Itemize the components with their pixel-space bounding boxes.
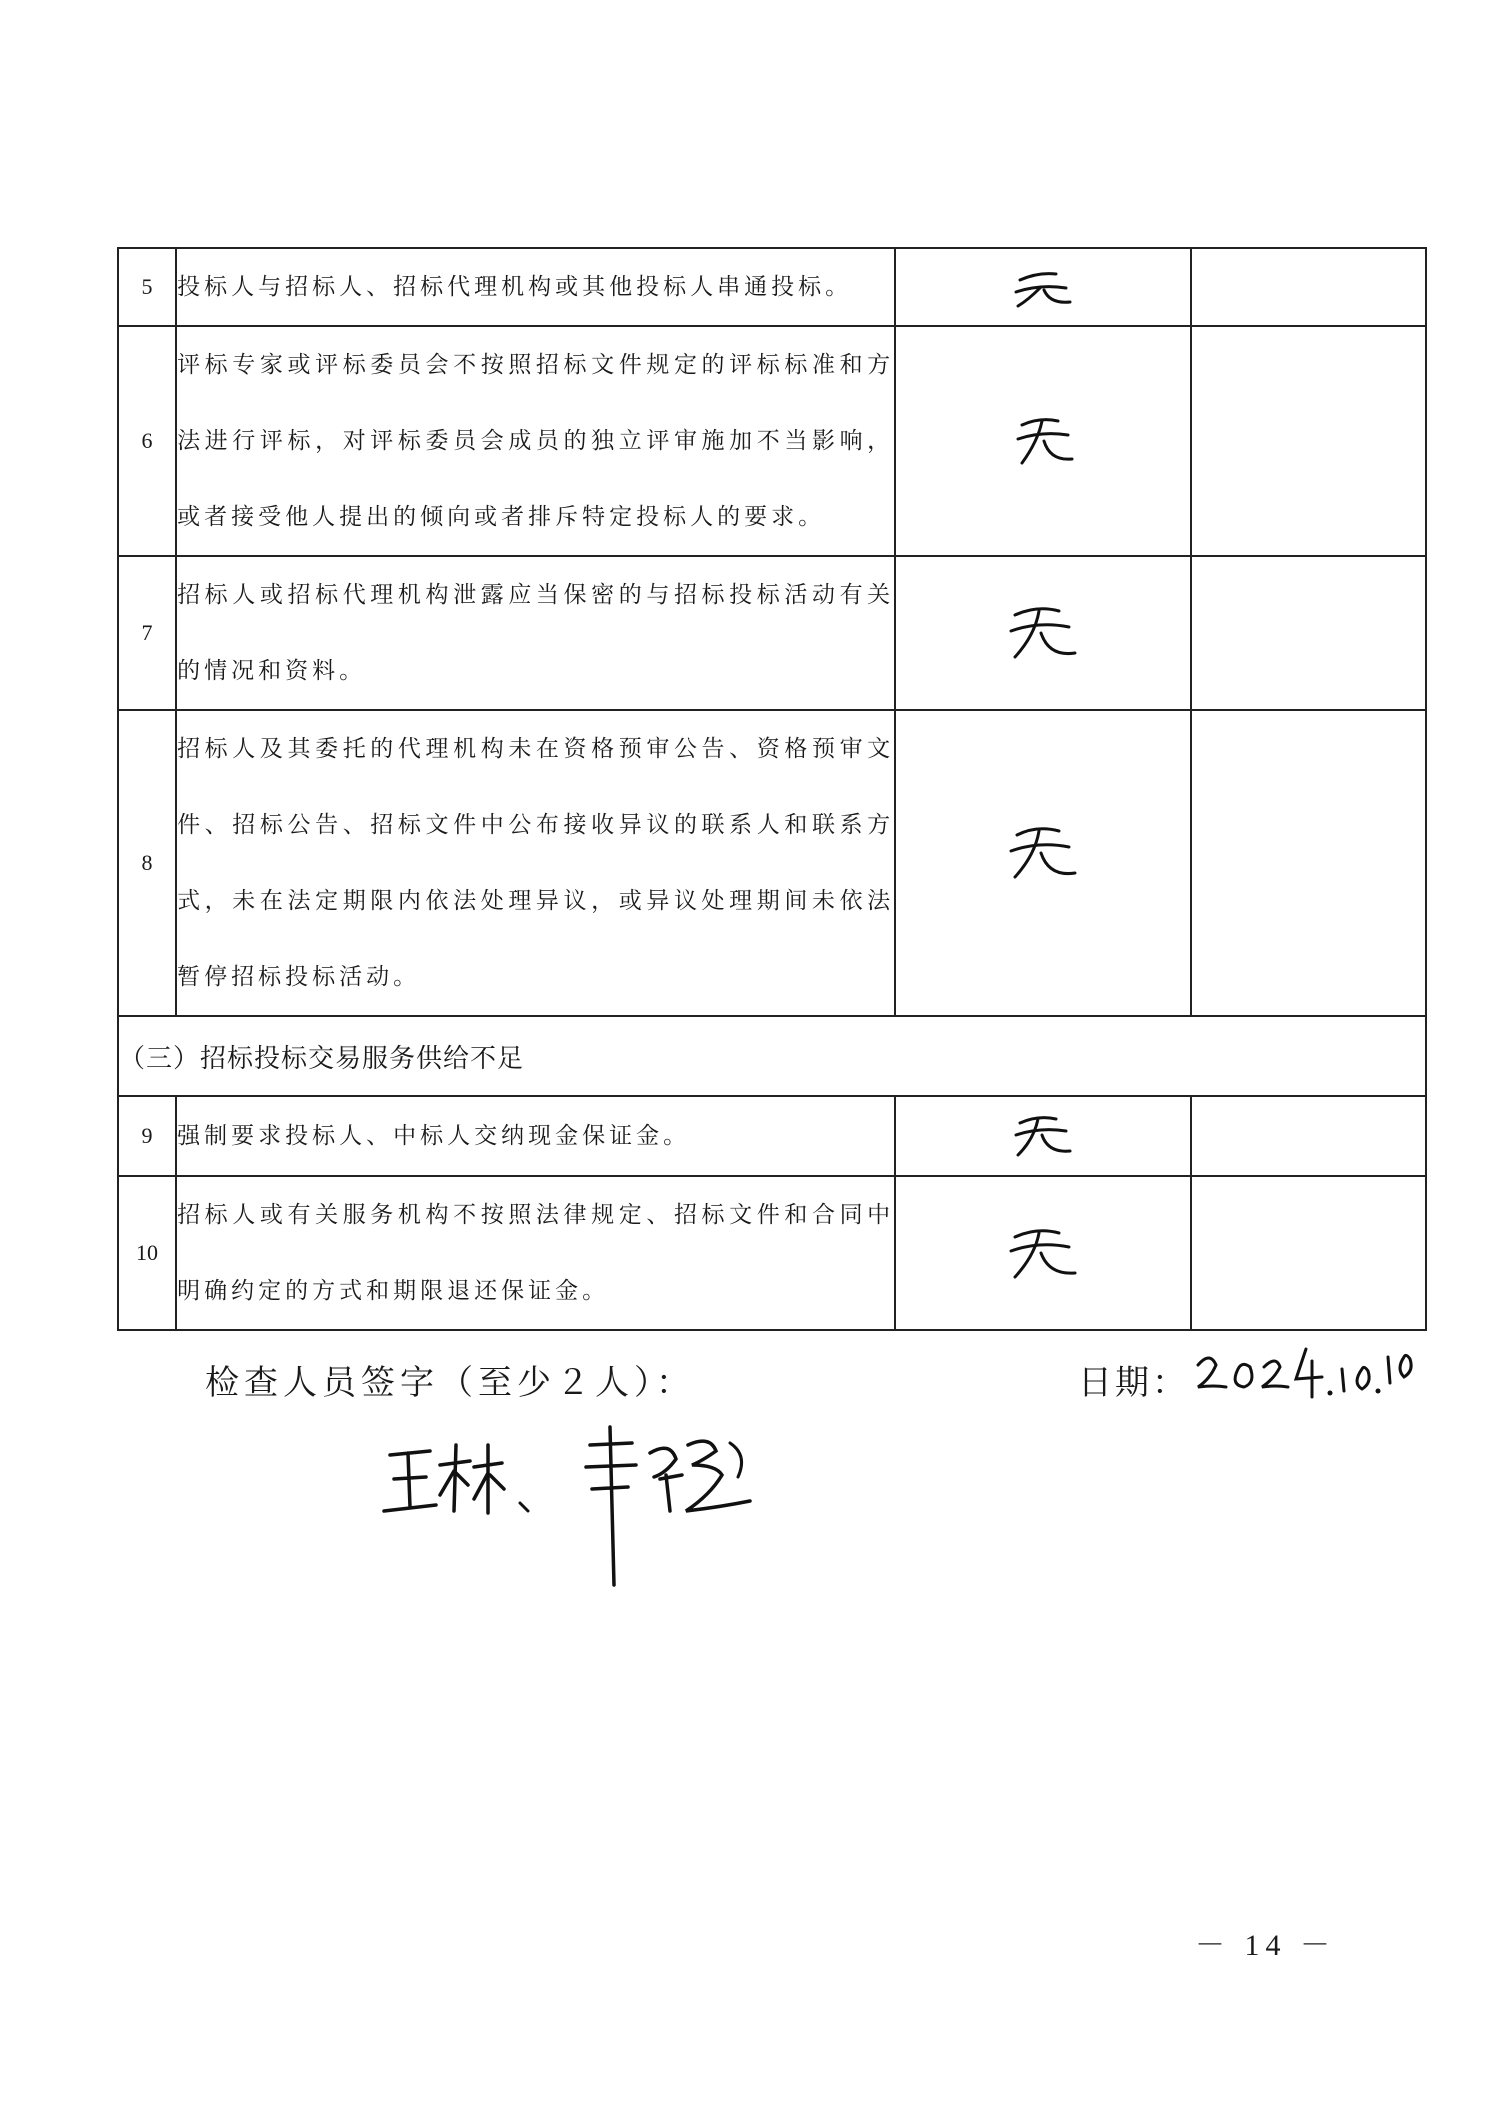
row-number: 9 [118,1096,176,1176]
table-row [118,326,1426,556]
table-row [118,710,1426,1016]
handwritten-signatures [370,1415,790,1599]
row-remark [1191,556,1426,710]
row-description: 招标人或招标代理机构泄露应当保密的与招标投标活动有关的情况和资料。 [176,556,895,710]
row-number: 8 [118,710,176,1016]
section-heading: （三）招标投标交易服务供给不足 [118,1016,1426,1096]
row-result [895,1176,1190,1330]
page-number: － 14 － [1195,1929,1336,1962]
handwritten-wu-mark [1003,1223,1083,1283]
row-result [895,556,1190,710]
row-number: 7 [118,556,176,710]
row-remark [1191,710,1426,1016]
signature-label: 检查人员签字（至少２人）： [205,1363,695,1403]
handwritten-date [1190,1335,1420,1409]
section-row [118,1016,1426,1096]
handwritten-wu-mark [1003,601,1083,665]
date-label: 日期： [1078,1363,1189,1403]
table-row [118,1176,1426,1330]
handwritten-wu-mark [1003,821,1083,885]
handwritten-wu-mark [1008,411,1078,471]
checklist-table [117,247,1427,1331]
row-description: 强制要求投标人、中标人交纳现金保证金。 [176,1096,895,1176]
row-number: 10 [118,1176,176,1330]
row-description: 招标人及其委托的代理机构未在资格预审公告、资格预审文件、招标公告、招标文件中公布接收异议的联系人和联系方式，未在法定期限内依法处理异议，或异议处理期间未依法暂停招标投标活动。 [176,710,895,1016]
row-number: 6 [118,326,176,556]
row-number: 5 [118,248,176,326]
handwritten-date-stroke [1190,1335,1420,1405]
row-remark [1191,248,1426,326]
row-result [895,248,1190,326]
row-remark [1191,326,1426,556]
row-description: 评标专家或评标委员会不按照招标文件规定的评标标准和方法进行评标，对评标委员会成员的独立评审施加不当影响，或者接受他人提出的倾向或者排斥特定投标人的要求。 [176,326,895,556]
row-result [895,1096,1190,1176]
handwritten-wu-mark [1008,262,1078,312]
row-description: 招标人或有关服务机构不按照法律规定、招标文件和合同中明确约定的方式和期限退还保证金。 [176,1176,895,1330]
table-row [118,1096,1426,1176]
row-description: 投标人与招标人、招标代理机构或其他投标人串通投标。 [176,248,895,326]
row-result [895,326,1190,556]
row-remark [1191,1096,1426,1176]
handwritten-wu-mark [1008,1111,1078,1161]
row-result [895,710,1190,1016]
handwritten-signature-stroke [370,1415,790,1595]
table-row [118,556,1426,710]
table-row [118,248,1426,326]
row-remark [1191,1176,1426,1330]
